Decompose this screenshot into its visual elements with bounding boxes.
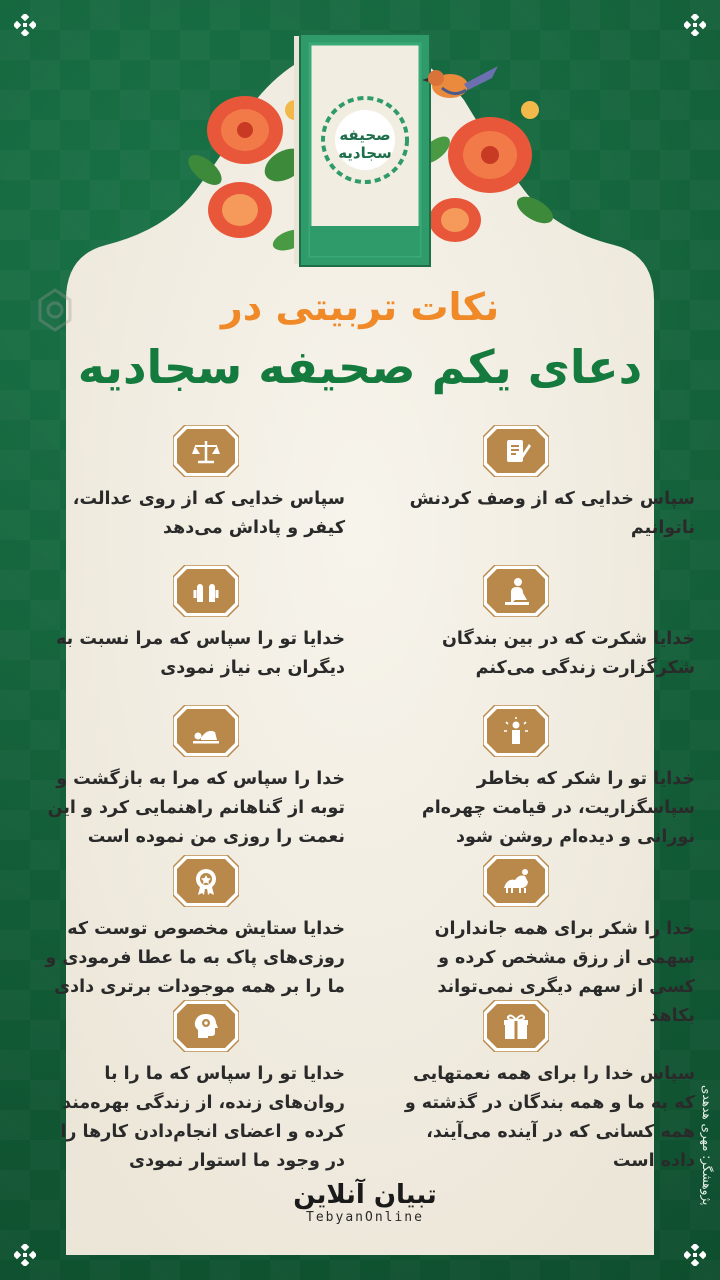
page-title-line2: دعای یکم صحیفه سجادیه	[77, 340, 643, 394]
item-text: خدایا تو را سپاس که مرا نسبت به دیگران بی نیاز نمودی	[56, 629, 345, 678]
award-medal-icon	[191, 866, 221, 896]
praying-hands-icon	[191, 576, 221, 606]
document-edit-icon	[501, 436, 531, 466]
item-text: خدا را سپاس که مرا به بازگشت و توبه از گناهانم راهنمایی کرد و این نعمت را روزی من نموده است	[47, 769, 345, 847]
page-title-line1: نکات تربیتی در	[220, 285, 500, 329]
item-text: سپاس خدایی که از روی عدالت، کیفر و پاداش می‌دهد	[72, 489, 345, 538]
item-text: سپاس خدایی که از وصف کردنش ناتوانیم	[409, 489, 695, 538]
item-badge	[483, 855, 549, 907]
animals-icon	[501, 866, 531, 896]
corner-ornament-icon	[684, 14, 706, 36]
prostration-icon	[191, 716, 221, 746]
item-text: خدایا شکرت که در بین بندگان شکرگزارت زندگی می‌کنم	[442, 629, 695, 678]
head-gear-icon	[191, 1011, 221, 1041]
logo-fa-text: تبیان آنلاین	[293, 1180, 437, 1210]
item-text: خدایا ستایش مخصوص توست که روزی‌های پاک به ما عطا فرمودی و ما را بر همه موجودات برتری دادی	[45, 919, 345, 997]
item-text: خدایا تو را سپاس که ما را با روان‌های زنده، از زندگی بهره‌مند کرده و اعضای انجام‌دادن کارها را در وجود ما استوار نمودی	[60, 1064, 345, 1171]
item-badge	[173, 1000, 239, 1052]
item-text: سپاس خدا را برای همه نعمتهایی که به ما و همه بندگان در گذشته و همه کسانی که در آینده می‌آیند، داده است	[404, 1064, 695, 1171]
bird-icon	[420, 58, 500, 108]
item-badge	[173, 855, 239, 907]
researcher-credit: پژوهشگر: مهری هدهدی	[700, 1084, 714, 1206]
item-badge	[173, 705, 239, 757]
item-badge	[483, 425, 549, 477]
item-badge	[173, 425, 239, 477]
scales-icon	[191, 436, 221, 466]
item-badge	[483, 705, 549, 757]
item-badge	[483, 565, 549, 617]
corner-ornament-icon	[14, 14, 36, 36]
praying-person-icon	[501, 576, 531, 606]
book-cover	[290, 30, 440, 270]
item-badge	[483, 1000, 549, 1052]
radiant-person-icon	[501, 716, 531, 746]
item-text: خدا را شکر برای همه جانداران سهمی از رزق مشخص کرده و کسی از سهم دیگری نمی‌تواند بکاهد	[434, 919, 695, 1026]
tebyan-logo	[290, 1180, 440, 1225]
logo-en-text: TebyanOnline	[306, 1210, 424, 1225]
book-title: صحیفه سجادیه	[338, 126, 392, 162]
gift-icon	[501, 1011, 531, 1041]
item-text: خدایا تو را شکر که بخاطر سپاسگزاریت، در قیامت چهره‌ام نورانی و دیده‌ام روشن شود	[421, 769, 695, 847]
item-badge	[173, 565, 239, 617]
